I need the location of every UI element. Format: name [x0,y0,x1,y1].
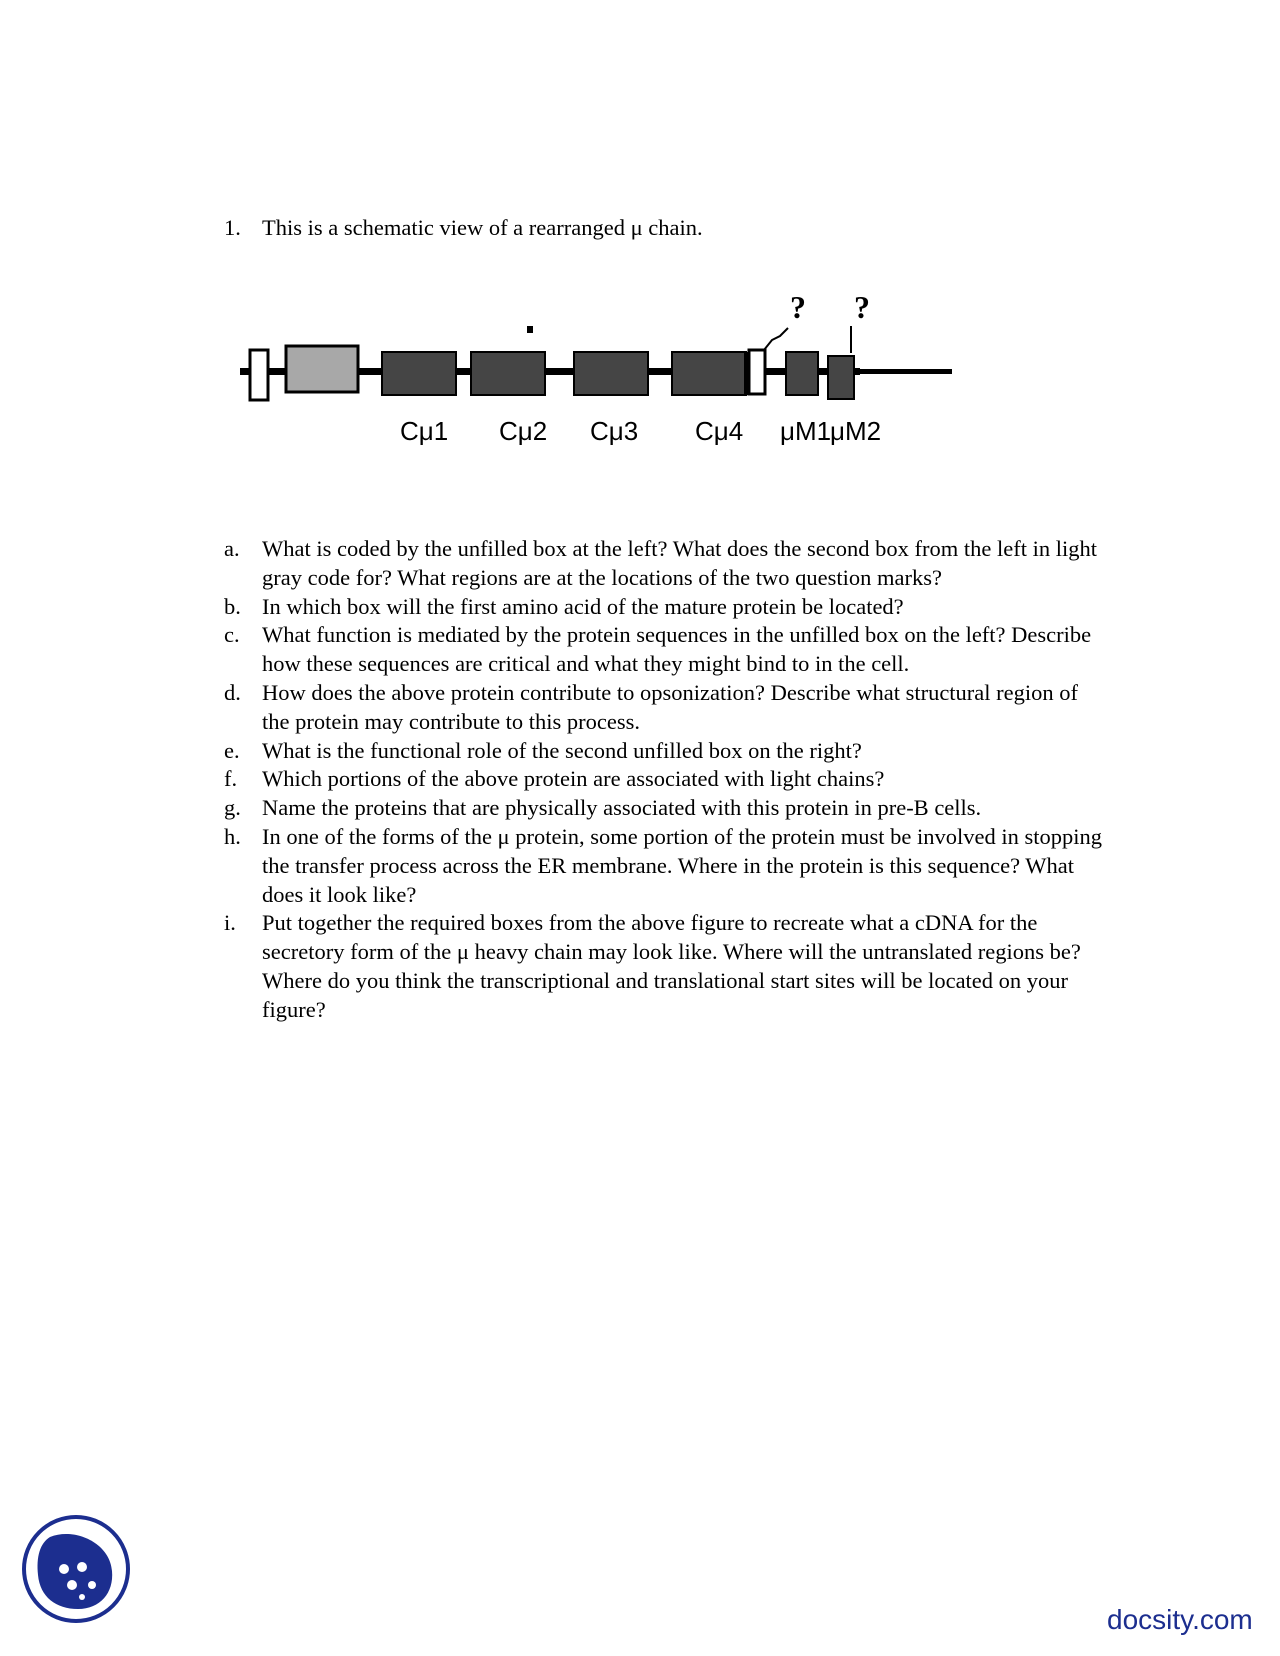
subquestion-letter: i. [224,910,236,936]
subquestion-letter: h. [224,823,241,849]
label-cmu4: Cμ4 [695,416,744,446]
subquestion-letter: g. [224,795,241,821]
subquestion-text: What is coded by the unfilled box at the left? What does the second box from the left in light gray code for? What regions are at the locations of the two question marks? [262,536,1097,590]
subquestion-b [224,593,1104,622]
subquestion-text: Put together the required boxes from the above figure to recreate what a cDNA for the secretory form of the μ heavy chain may look like. Where will the untranslated regions be? Where do you think the transcriptional and translational start sites will be located on your figure? [262,910,1081,1022]
subquestion-letter: c. [224,622,240,648]
label-mum1: μM1 [780,416,832,446]
mum1-box [786,352,818,395]
cmu4-box [672,352,746,395]
question-1 [224,213,703,243]
subquestion-text: What function is mediated by the protein sequences in the unfilled box on the left? Describe how these sequences are critical and what they might bind to in the cell. [262,622,1092,677]
subquestion-g [224,794,1104,823]
hinge-box-unfilled [749,350,765,394]
mu-chain-schematic [240,290,980,480]
subquestion-list [224,535,1104,1025]
subquestion-d [224,679,1104,737]
label-cmu3: Cμ3 [590,416,639,446]
question-1-number: 1. [224,215,241,240]
subquestion-text: How does the above protein contribute to opsonization? Describe what structural region of the protein may contribute to this process. [262,679,1079,734]
subquestion-text: In which box will the first amino acid of the mature protein be located? [262,593,904,619]
question-pointer-left [764,328,788,350]
cmu1-box [382,352,456,395]
label-cmu1: Cμ1 [400,416,449,446]
subquestion-h [224,823,1104,909]
subquestion-letter: e. [224,737,240,763]
docsity-brand-link[interactable]: docsity.com [1107,1604,1253,1635]
cmu2-box [471,352,545,395]
subquestion-c [224,621,1104,679]
question-mark-2: ? [854,290,870,325]
subquestion-text: In one of the forms of the μ protein, some portion of the protein must be involved in stopping the transfer process across the ER membrane. Where in the protein is this sequence? What does it look like? [262,823,1103,907]
subquestion-e [224,737,1104,766]
question-mark-1: ? [790,290,806,325]
subquestion-letter: b. [224,593,241,619]
cmu2-marker-dot [527,326,533,333]
subquestion-f [224,765,1104,794]
backbone-line-right [860,369,952,374]
subquestion-i [224,909,1104,1024]
subquestion-letter: f. [224,766,238,792]
subquestion-text: Which portions of the above protein are associated with light chains? [262,766,885,792]
subquestion-a [224,535,1104,593]
leader-box-unfilled [250,350,268,400]
variable-region-box-gray [286,346,358,392]
subquestion-text: What is the functional role of the second unfilled box on the right? [262,737,862,763]
subquestion-letter: a. [224,536,240,561]
mum2-box [828,356,854,399]
subquestion-text: Name the proteins that are physically associated with this protein in pre-B cells. [262,795,982,821]
docsity-logo-icon[interactable] [20,1513,132,1625]
label-cmu2: Cμ2 [499,416,548,446]
cmu3-box [574,352,648,395]
label-mum2: μM2 [830,416,882,446]
subquestion-letter: d. [224,679,241,705]
question-1-text: This is a schematic view of a rearranged μ chain. [262,215,703,240]
